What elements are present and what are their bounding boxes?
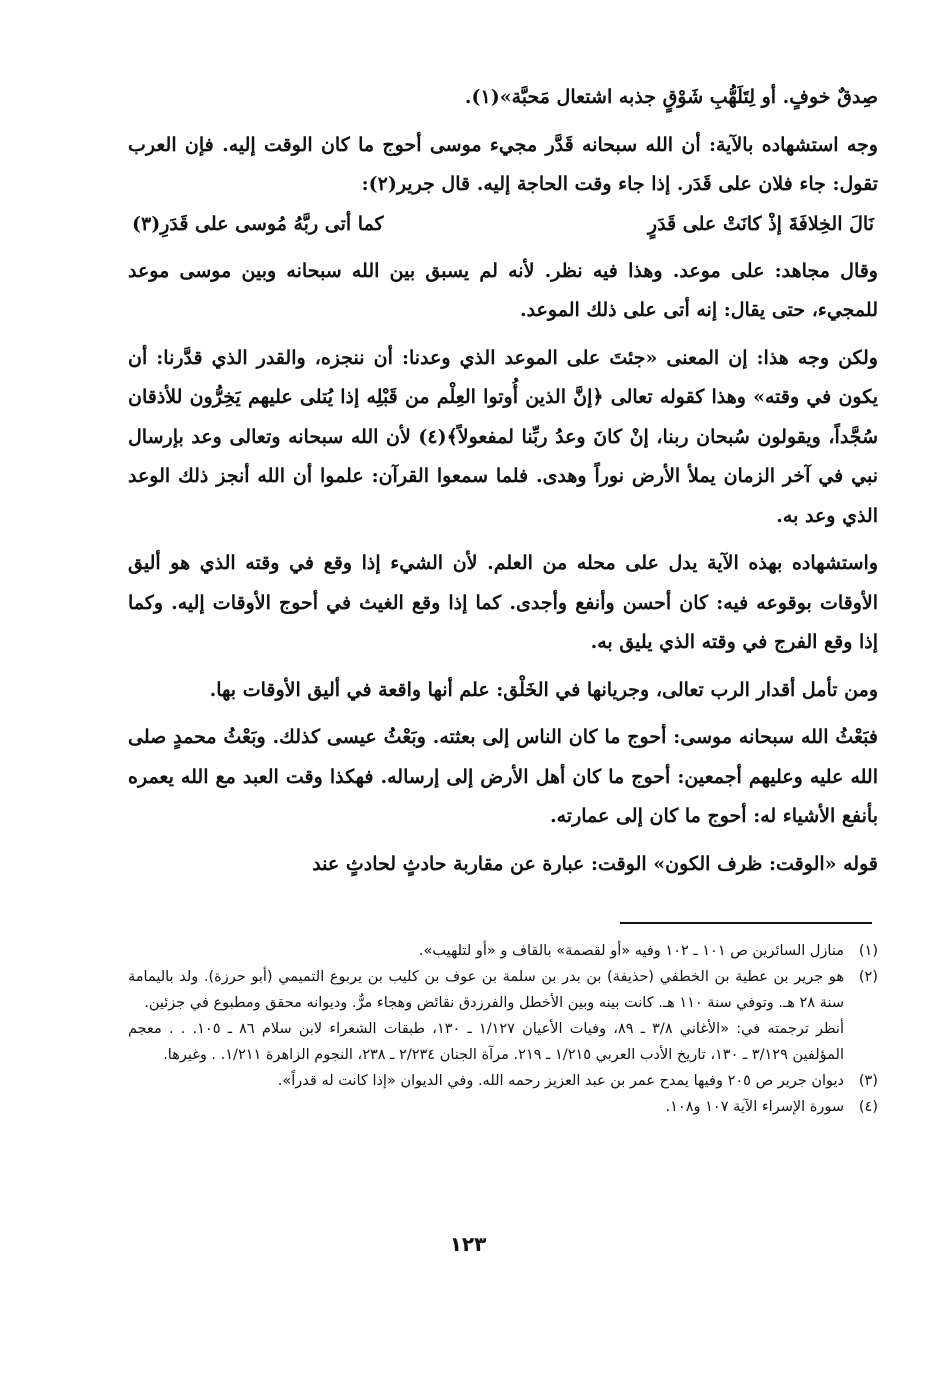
page-number: ١٢٣ (449, 1232, 487, 1256)
footnote-2 (128, 964, 878, 1016)
footnote-separator (620, 922, 872, 924)
footnote-4 (128, 1094, 878, 1120)
footnote-number (844, 1016, 878, 1068)
paragraph-1: صِدقٌ خوفٍ. أو لِتَلَهُّبِ شَوْقٍ جذبه اشتعال مَحبَّة»(١). (464, 86, 878, 108)
footnote-text: ديوان جرير ص ٢٠٥ وفيها يمدح عمر بن عبد العزيز رحمه الله. وفي الديوان «إذا كانت له قدراً». (277, 1073, 844, 1089)
paragraph-4: ولكن وجه هذا: إن المعنى «جئتَ على الموعد الذي وعدنا: أن ننجزه، والقدر الذي قدَّرنا: أن يكون في وقته» وهذا كقوله تعالى ﴿إنَّ الذين أُوتوا العِلْم من قَبْلِه إذا يُتلى عليهم يَخِرُّون للأذقان سُجَّداً، ويقولون سُبحان ربنا، إنْ كانَ وعدُ ربِّنا لمفعولاً﴾(٤) لأن الله سبحانه وتعالى وعد بإرسال نبي في آخر الزمان يملأ الأرض نوراً وهدى. فلما سمعوا القرآن: علموا أن الله أنجز ذلك الوعد الذي وعد به. (128, 346, 878, 527)
footnote-2-continued (128, 1016, 878, 1068)
footnote-number: (٣) (858, 1073, 878, 1089)
footnote-text: سورة الإسراء الآية ١٠٧ و١٠٨. (665, 1099, 844, 1115)
footnote-number: (١) (858, 943, 878, 959)
verse-first-hemistich: نَالَ الخِلافَةَ إذْ كانَتْ على قَدَرٍ (647, 212, 874, 235)
footnote-number: (٤) (858, 1099, 878, 1115)
paragraph-2: وجه استشهاده بالآية: أن الله سبحانه قَدَّر مجيء موسى أحوج ما كان الوقت إليه. فإن العرب تقول: جاء فلان على قَدَر. إذا جاء وقت الحاجة إليه. قال جرير(٢): (128, 133, 878, 195)
footnote-text: أنظر ترجمته في: «الأغاني ٣/٨ ـ ٨٩، وفيات الأعيان ١/١٢٧ ـ ١٣٠، طبقات الشعراء لابن سلام ٨٦ ـ ١٠٥. . . معجم المؤلفين ٣/١٢٩ ـ ١٣٠، تاريخ الأدب العربي ١/٢١٥ ـ ٢١٩. مرآة الجنان ٢/٢٣٤ ـ ٢٣٨، النجوم الزاهرة ١/٢١١. . وغيرها. (128, 1021, 845, 1063)
footnote-3 (128, 1068, 878, 1094)
footnotes (128, 938, 878, 1120)
verse-second-hemistich: كما أتى ربَّهُ مُوسى على قَدَرِ(٣) (132, 212, 384, 235)
footnote-text: منازل السائرين ص ١٠١ ـ ١٠٢ وفيه «أو لقصمة» بالقاف و «أو لتلهيب». (418, 943, 844, 959)
poem-verse (128, 205, 878, 244)
footnote-1 (128, 938, 878, 964)
paragraph-8: قوله «الوقت: ظرف الكون» الوقت: عبارة عن مقاربة حادثٍ لحادثٍ عند (312, 852, 878, 875)
paragraph-6: ومن تأمل أقدار الرب تعالى، وجريانها في الخَلْق: علم أنها واقعة في أليق الأوقات بها. (209, 678, 878, 701)
footnote-text: هو جرير بن عطية بن الخطفي (حذيفة) بن بدر بن سلمة بن عوف بن كليب بن يربوع التميمي (أبو حرزة). ولد باليمامة سنة ٢٨ هـ. وتوفي سنة ١١٠ هـ. كانت بينه وبين الأخطل والفرزدق نقائض وهجاء مرٌّ. وديوانه محقق ومطبوع في جزئين. (128, 969, 844, 1011)
paragraph-3: وقال مجاهد: على موعد. وهذا فيه نظر. لأنه لم يسبق بين الله سبحانه وبين موسى موعد للمجيء، حتى يقال: إنه أتى على ذلك الموعد. (128, 259, 878, 321)
paragraph-5: واستشهاده بهذه الآية يدل على محله من العلم. لأن الشيء إذا وقع في وقته الذي هو أليق الأوقات بوقوعه فيه: كان أحسن وأنفع وأجدى. كما إذا وقع الغيث في أحوج الأوقات إليه. وكما إذا وقع الفرج في وقته الذي يليق به. (128, 552, 878, 653)
footnote-number: (٢) (858, 969, 878, 985)
paragraph-7: فبَعْثُ الله سبحانه موسى: أحوج ما كان الناس إلى بعثته. وبَعْثُ عيسى كذلك. وبَعْثُ محمدٍ صلى الله عليه وعليهم أجمعين: أحوج ما كان أهل الأرض إلى إرساله. فهكذا وقت العبد مع الله يعمره بأنفع الأشياء له: أحوج ما كان إلى عمارته. (128, 726, 878, 827)
main-text (128, 78, 878, 884)
